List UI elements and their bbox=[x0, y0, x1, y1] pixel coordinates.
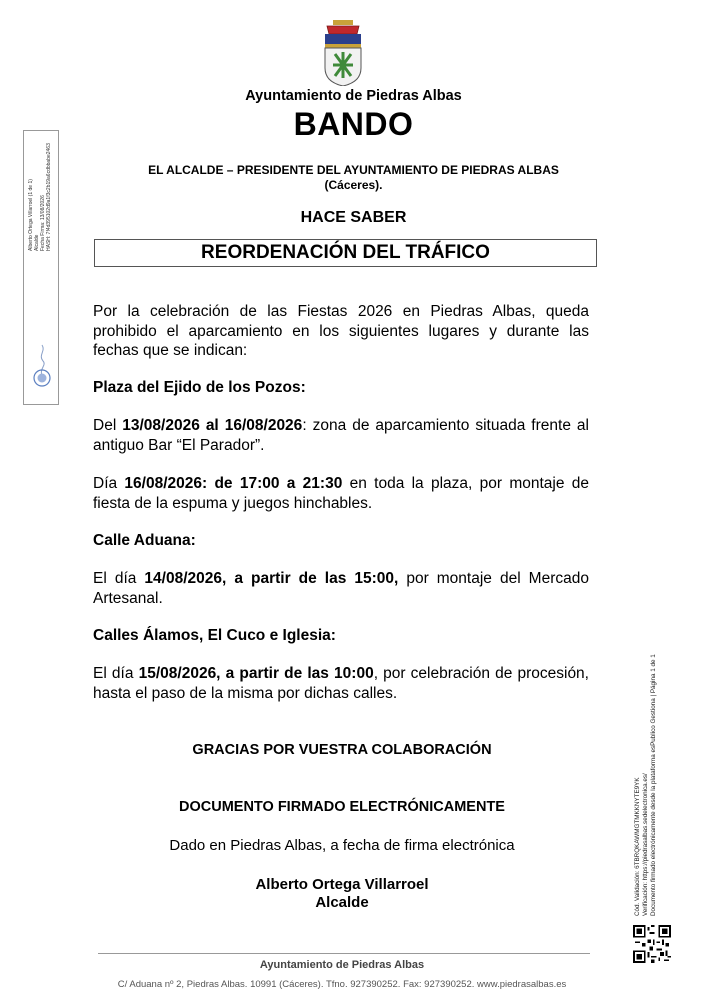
signer-role: Alcalde bbox=[315, 894, 369, 911]
footer-divider bbox=[98, 953, 590, 954]
footer-address: C/ Aduana nº 2, Piedras Albas. 10991 (Cáceres). Tfno. 927390252. Fax: 927390252. www.piedrasalbas.es bbox=[117, 979, 567, 990]
subject-box: REORDENACIÓN DEL TRÁFICO bbox=[94, 239, 597, 267]
section-item: Día 16/08/2026: de 17:00 a 21:30 en toda la plaza, por montaje de fiesta de la espuma y juegos hinchables. bbox=[93, 475, 589, 512]
verification-platform: Documento firmado electrónicamente desde la plataforma esPublico Gestiona | Página 1 de 1 bbox=[650, 654, 657, 916]
qr-code-icon[interactable] bbox=[633, 925, 671, 963]
footer-organization: Ayuntamiento de Piedras Albas bbox=[259, 959, 425, 971]
verification-code: Cód. Validación: 6TBRQKAWMGTMKKNYTE9YK bbox=[634, 777, 641, 916]
stamp-role: Alcalde bbox=[34, 234, 40, 251]
issuer-line bbox=[0, 163, 707, 193]
stamp-date: Fecha Firma: 13/08/2026 bbox=[40, 195, 46, 251]
electronic-seal-icon bbox=[33, 369, 51, 387]
signed-notice: DOCUMENTO FIRMADO ELECTRÓNICAMENTE bbox=[179, 799, 505, 815]
signature-stamp bbox=[23, 130, 59, 405]
section-heading: Calle Aduana: bbox=[93, 532, 196, 549]
announcement-heading: HACE SABER bbox=[300, 209, 407, 226]
given-in-line: Dado en Piedras Albas, a fecha de firma electrónica bbox=[169, 837, 515, 854]
verification-url[interactable]: Verificación: https://piedrasalbas.sedelectronica.es/ bbox=[642, 773, 649, 916]
signer-name: Alberto Ortega Villarroel bbox=[255, 876, 429, 893]
section-heading: Calles Álamos, El Cuco e Iglesia: bbox=[93, 627, 336, 644]
section-heading: Plaza del Ejido de los Pozos: bbox=[93, 379, 306, 396]
coat-of-arms-icon bbox=[321, 20, 365, 86]
organization-name: Ayuntamiento de Piedras Albas bbox=[245, 88, 462, 104]
issuer-line-1: EL ALCALDE – PRESIDENTE DEL AYUNTAMIENTO DE PIEDRAS ALBAS bbox=[148, 163, 559, 177]
signature-block bbox=[0, 876, 684, 912]
document-title: BANDO bbox=[293, 106, 414, 142]
stamp-hash: HASH: 7f4d395102d9a1f3c2b19a6cdbbabe2463 bbox=[46, 143, 52, 251]
issuer-line-2: (Cáceres). bbox=[324, 178, 383, 192]
section-item: El día 14/08/2026, a partir de las 15:00, por montaje del Mercado Artesanal. bbox=[93, 570, 589, 607]
intro-paragraph: Por la celebración de las Fiestas 2026 en Piedras Albas, queda prohibido el aparcamiento en los siguientes lugares y durante las fechas que se indican: bbox=[93, 303, 589, 359]
section-item: Del 13/08/2026 al 16/08/2026: zona de aparcamiento situada frente al antiguo Bar “El Parador”. bbox=[93, 417, 589, 454]
stamp-signer: Alberto Ortega Villarroel (1 de 1) bbox=[28, 179, 34, 251]
thanks-line: GRACIAS POR VUESTRA COLABORACIÓN bbox=[192, 742, 492, 758]
section-item: El día 15/08/2026, a partir de las 10:00, por celebración de procesión, hasta el paso de la misma por dichas calles. bbox=[93, 665, 589, 702]
